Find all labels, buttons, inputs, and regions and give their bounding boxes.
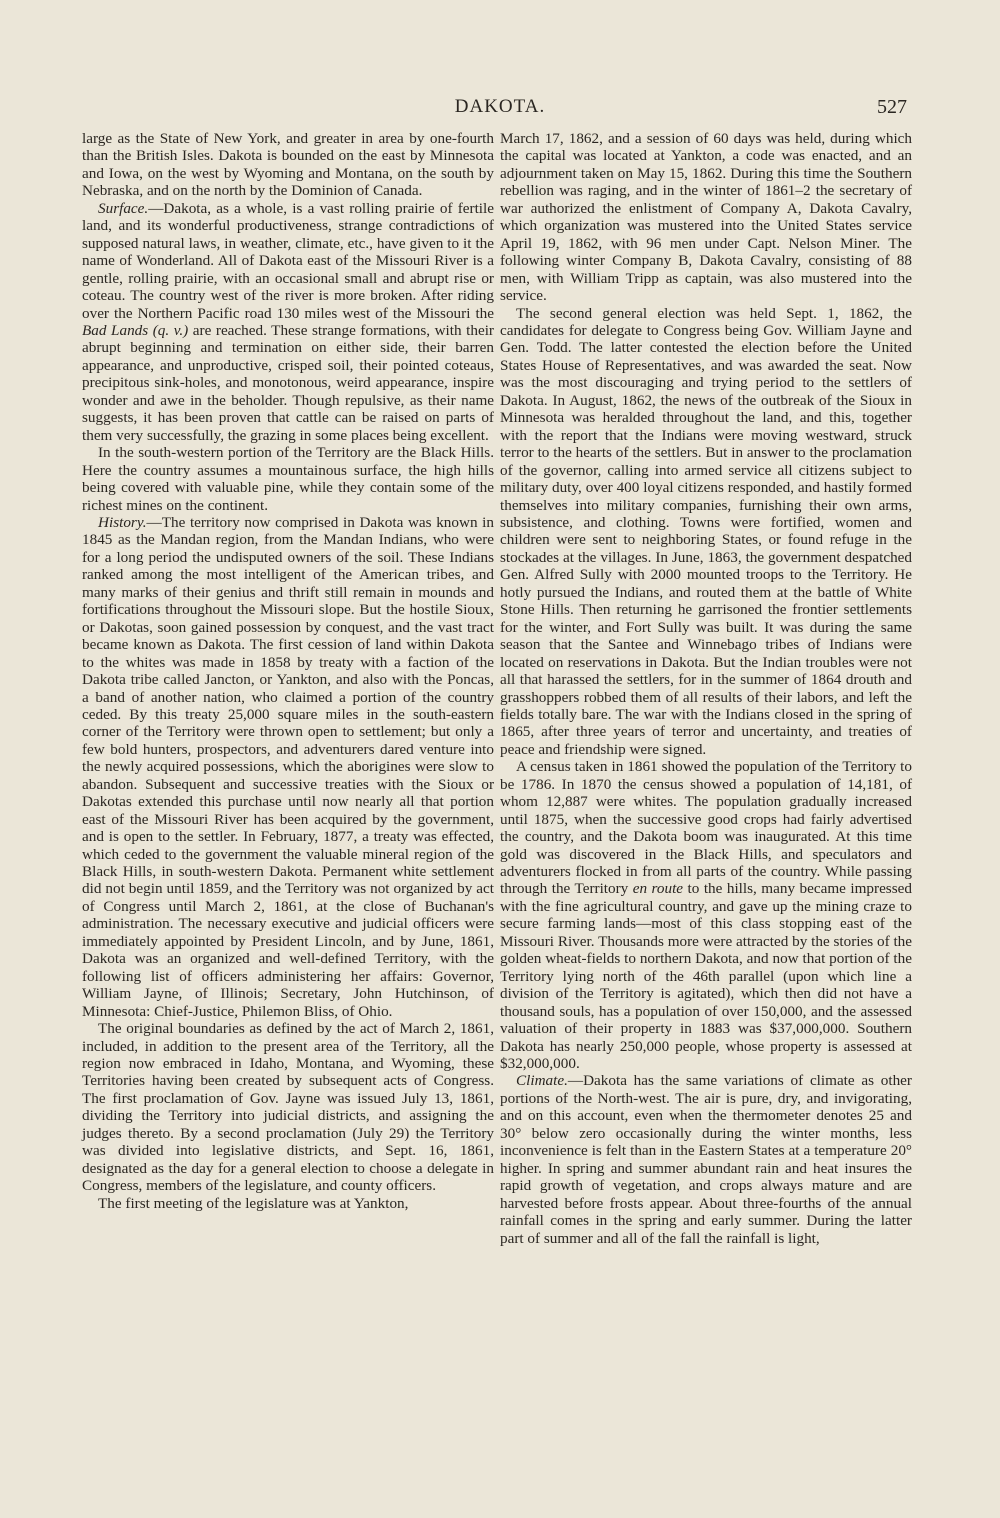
paragraph-surface — [82, 200, 494, 444]
paragraph: large as the State of New York, and greater in area by one-fourth than the British Isles. Dakota is bounded on the east by Minnesota and Iowa, on the west by Wyoming and Montana, on the south by Nebraska, and on the north by the Dominion of Canada. — [82, 130, 494, 200]
section-heading-surface: Surface. — [98, 199, 149, 217]
cross-reference: Bad Lands (q. v.) — [82, 321, 189, 339]
right-column — [500, 130, 912, 1247]
paragraph: The second general election was held Sept. 1, 1862, the candidates for delegate to Congress being Gov. William Jayne and Gen. Todd. The latter contested the election before the United States House of Representatives, and was awarded the seat. Now was the most discouraging and trying period to the settlers of Dakota. In August, 1862, the news of the outbreak of the Sioux in Minnesota was heralded throughout the land, and this, together with the report that the Indians were moving westward, struck terror to the hearts of the settlers. But in answer to the proclamation of the governor, calling into armed service all citizens subject to military duty, over 400 loyal citizens responded, and hastily formed themselves into military companies, furnishing their own arms, subsistence, and clothing. Towns were fortified, women and children were sent to neighboring States, or found refuge in the stockades at the villages. In June, 1863, the government despatched Gen. Alfred Sully with 2000 mounted troops to the Territory. He hotly pursued the Indians, and routed them at the battle of White Stone Hills. Then returning he garrisoned the frontier settlements for the winter, and Fort Sully was built. It was during the same season that the Santee and Winnebago tribes of Indians were located on reservations in Dakota. But the Indian troubles were not all that harassed the settlers, for in the summer of 1864 drouth and grasshoppers robbed them of all results of their labors, and left the fields totally bare. The war with the Indians closed in the spring of 1865, after three years of terror and uncertainty, and treaties of peace and friendship were signed. — [500, 304, 912, 758]
paragraph: March 17, 1862, and a session of 60 days was held, during which the capital was located at Yankton, a code was enacted, and an adjournment taken on May 15, 1862. During this time the Southern rebellion was raging, and in the winter of 1861–2 the secretary of war authorized the enlistment of Company A, Dakota Cavalry, which organization was mustered into the United States service April 19, 1862, with 96 men under Capt. Nelson Miner. The following winter Company B, Dakota Cavalry, consisting of 88 men, with William Tripp as captain, was also mustered into the service. — [500, 130, 912, 305]
page-number: 527 — [877, 96, 907, 118]
section-heading-climate: Climate. — [516, 1072, 568, 1090]
paragraph-text: are reached. These strange formations, with their abrupt beginning and termination on either side, their barren appearance, and unproductive, crisped soil, their pointed coteaus, precipitous sink-holes, and monotonous, weird appearance, inspire wonder and awe in the beholder. Though repulsive, as their name suggests, it has been proven that cattle can be raised on parts of them very successfully, the grazing in some places being excellent. — [82, 321, 494, 444]
paragraph-census — [500, 758, 912, 1072]
page-header — [0, 96, 1000, 126]
paragraph-text: —Dakota, as a whole, is a vast rolling prairie of fertile land, and its wonderful productiveness, strange contradictions of supposed natural laws, in weather, climate, etc., have given to it the name of Wonderland. All of Dakota east of the Missouri River is a gentle, rolling prairie, with an occasional small and abrupt rise or coteau. The country west of the river is more broken. After riding over the Northern Pacific road 130 miles west of the Missouri the — [82, 199, 494, 322]
running-head: DAKOTA. — [454, 96, 546, 117]
paragraph-text: A census taken in 1861 showed the population of the Territory to be 1786. In 1870 the census showed a population of 14,181, of whom 12,887 were whites. The population gradually increased until 1875, when the successive good crops had fairly advertised the country, and the Dakota boom was inaugurated. At this time gold was discovered in the Black Hills, and speculators and adventurers flocked in from all parts of the country. While passing through the Territory — [500, 758, 912, 898]
paragraph-text: —Dakota has the same variations of climate as other portions of the North-west. The air is pure, dry, and invigorating, and on this account, even when the thermometer denotes 25 and 30° below zero occasionally during the winter months, less inconvenience is felt than in the Eastern States at a temperature 20° higher. In spring and summer abundant rain and heat insures the rapid growth of vegetation, and crops always mature and are harvested before frosts appear. About three-fourths of the annual rainfall comes in the spring and early summer. During the latter part of summer and all of the fall the rainfall is light, — [500, 1072, 912, 1247]
left-column — [82, 130, 494, 1212]
paragraph: In the south-western portion of the Territory are the Black Hills. Here the country assumes a mountainous surface, the high hills being covered with valuable pine, while they contain some of the richest mines on the continent. — [82, 444, 494, 514]
paragraph: The original boundaries as defined by the act of March 2, 1861, included, in addition to the present area of the Territory, all the region now embraced in Idaho, Montana, and Wyoming, these Territories having been created by subsequent acts of Congress. The first proclamation of Gov. Jayne was issued July 13, 1861, dividing the Territory into judicial districts, and assigning the judges thereto. By a second proclamation (July 29) the Territory was divided into legislative districts, and Sept. 16, 1861, designated as the day for a general election to choose a delegate in Congress, members of the legislature, and county officers. — [82, 1020, 494, 1195]
paragraph-climate — [500, 1072, 912, 1247]
italic-phrase: en route — [632, 880, 684, 898]
paragraph-text: —The territory now comprised in Dakota was known in 1845 as the Mandan region, from the Mandan Indians, who were for a long period the undisputed owners of the soil. These Indians ranked among the most intelligent of the American tribes, and many marks of their genius and thrift still remain in mounds and fortifications throughout the Missouri slope. But the hostile Sioux, or Dakotas, soon gained possession by conquest, and the vast tract became known as Dakota. The first cession of land within Dakota to the whites was made in 1858 by treaty with a faction of the Dakota tribe called Jancton, or Yankton, and also with the Poncas, a band of another nation, who claimed a portion of the country ceded. By this treaty 25,000 square miles in the south-eastern corner of the Territory were thrown open to settlement; but only a few bold hunters, prospectors, and adventurers dared venture into the newly acquired possessions, which the aborigines were slow to abandon. Subsequent and successive treaties with the Sioux or Dakotas extended this purchase until now nearly all that portion east of the Missouri River has been acquired by the government, and is open to the settler. In February, 1877, a treaty was effected, which ceded to the government the valuable mineral region of the Black Hills, in south-western Dakota. Permanent white settlement did not begin until 1859, and the Territory was not organized by act of Congress until March 2, 1861, at the close of Buchanan's administration. The necessary executive and judicial officers were immediately appointed by President Lincoln, and by June, 1861, Dakota was an organized and well-defined Territory, with the following list of officers administering her affairs: Governor, William Jayne, of Illinois; Secretary, John Hutchinson, of Minnesota: Chief-Justice, Philemon Bliss, of Ohio. — [82, 513, 494, 1020]
paragraph-history — [82, 514, 494, 1020]
section-heading-history: History. — [98, 513, 147, 531]
paragraph-text: to the hills, many became impressed with the fine agricultural country, and gave up the mining craze to secure farming lands—most of this class stopping east of the Missouri River. Thousands more were attracted by the stories of the golden wheat-fields to northern Dakota, and now that portion of the Territory lying north of the 46th parallel (upon which line a division of the Territory is agitated), which then did not have a thousand souls, has a population of over 150,000, and the assessed valuation of their property in 1883 was $37,000,000. Southern Dakota has nearly 250,000 people, whose property is assessed at $32,000,000. — [500, 880, 912, 1073]
paragraph: The first meeting of the legislature was at Yankton, — [98, 1194, 409, 1212]
